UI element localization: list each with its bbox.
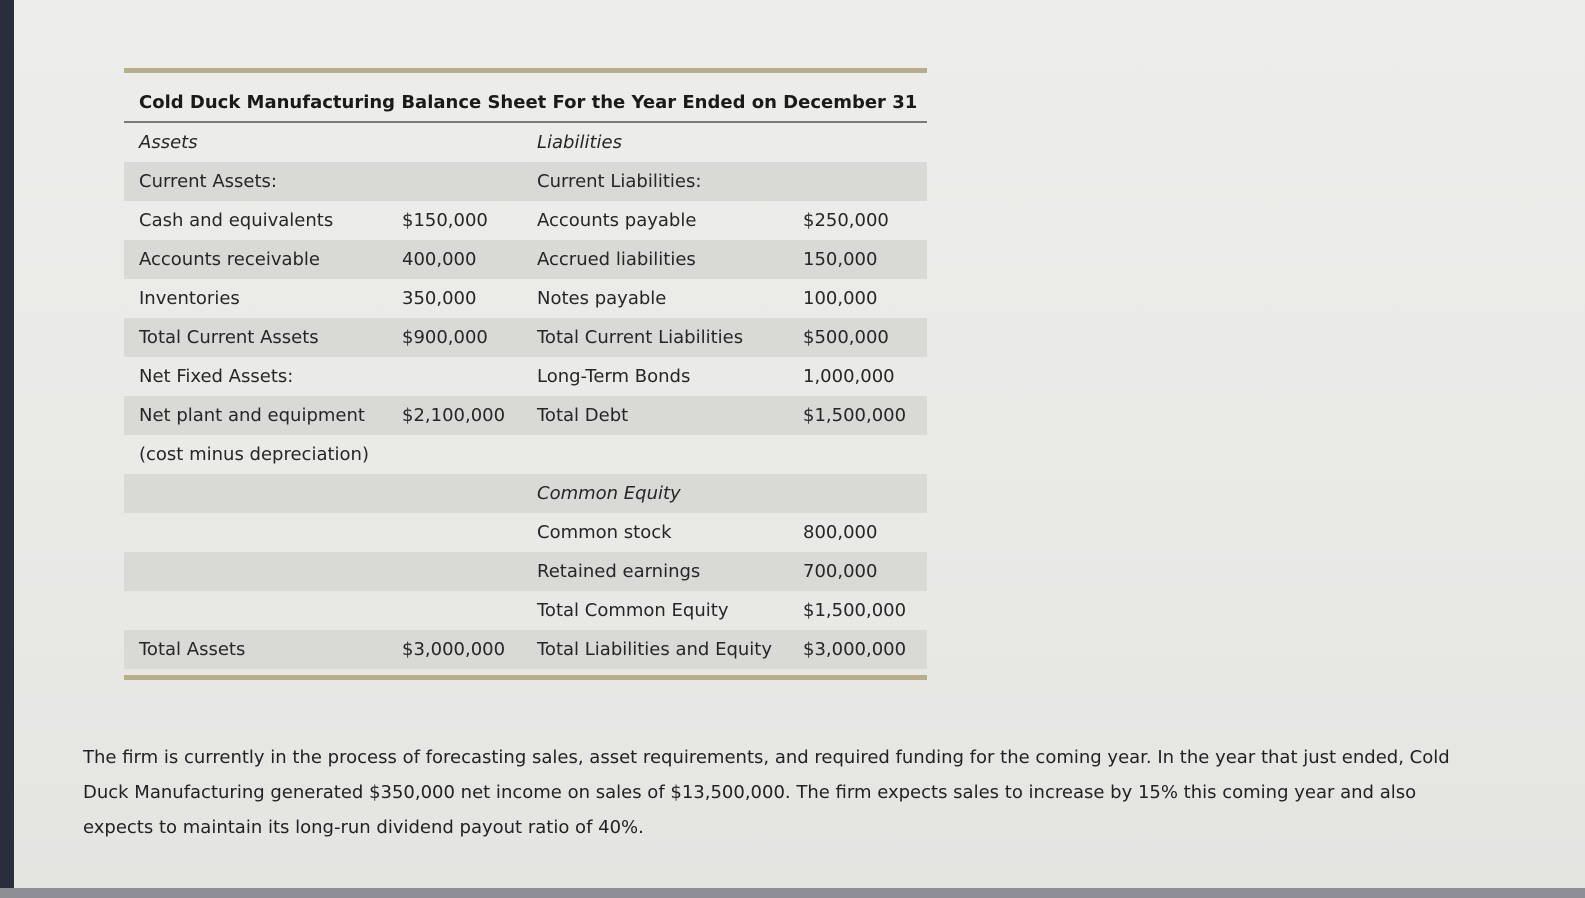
liability-value: 100,000 <box>803 288 878 309</box>
table-row <box>124 279 927 318</box>
table-row <box>124 474 927 513</box>
liability-label: Total Liabilities and Equity <box>537 639 772 660</box>
asset-value: $150,000 <box>402 210 488 231</box>
assets-header: Assets <box>139 132 198 153</box>
screen-left-edge <box>0 0 14 898</box>
asset-label: (cost minus depreciation) <box>139 444 369 465</box>
header-row <box>124 123 927 162</box>
liabilities-header: Liabilities <box>537 132 622 153</box>
table-row <box>124 162 927 201</box>
liability-label: Total Debt <box>537 405 629 426</box>
table-row <box>124 552 927 591</box>
table-title: Cold Duck Manufacturing Balance Sheet For the Year Ended on December 31 <box>124 73 927 123</box>
liability-label: Total Common Equity <box>537 600 729 621</box>
asset-value: $2,100,000 <box>402 405 506 426</box>
table-row <box>124 435 927 474</box>
table-row <box>124 357 927 396</box>
bottom-rule <box>124 675 927 680</box>
asset-value: 400,000 <box>402 249 477 270</box>
liability-value: 1,000,000 <box>803 366 895 387</box>
balance-sheet-table <box>124 68 927 680</box>
liability-value: $1,500,000 <box>803 600 907 621</box>
liability-label: Long-Term Bonds <box>537 366 691 387</box>
table-body <box>124 162 927 669</box>
table-row <box>124 591 927 630</box>
table-row <box>124 240 927 279</box>
asset-label: Net Fixed Assets: <box>139 366 294 387</box>
liability-value: $250,000 <box>803 210 889 231</box>
asset-label: Cash and equivalents <box>139 210 334 231</box>
liability-label: Notes payable <box>537 288 667 309</box>
liability-label: Retained earnings <box>537 561 701 582</box>
asset-value: $3,000,000 <box>402 639 506 660</box>
liability-label: Accounts payable <box>537 210 697 231</box>
asset-label: Total Assets <box>139 639 246 660</box>
asset-label: Inventories <box>139 288 240 309</box>
table-row <box>124 513 927 552</box>
asset-value: $900,000 <box>402 327 488 348</box>
liability-label: Total Current Liabilities <box>537 327 744 348</box>
liability-value: $1,500,000 <box>803 405 907 426</box>
table-row <box>124 630 927 669</box>
asset-value: 350,000 <box>402 288 477 309</box>
liability-value: 700,000 <box>803 561 878 582</box>
asset-label: Net plant and equipment <box>139 405 365 426</box>
asset-label: Total Current Assets <box>139 327 319 348</box>
asset-label: Current Assets: <box>139 171 277 192</box>
liability-value: 800,000 <box>803 522 878 543</box>
liability-value: $500,000 <box>803 327 889 348</box>
table-row <box>124 396 927 435</box>
liability-value: 150,000 <box>803 249 878 270</box>
liability-label: Current Liabilities: <box>537 171 702 192</box>
textbook-page <box>14 0 1585 888</box>
liability-value: $3,000,000 <box>803 639 907 660</box>
table-row <box>124 201 927 240</box>
asset-label: Accounts receivable <box>139 249 321 270</box>
liability-label: Accrued liabilities <box>537 249 696 270</box>
problem-paragraph: The firm is currently in the process of forecasting sales, asset requirements, and required funding for the coming year. In the year that just ended, Cold Duck Manufacturing generated $350,000 net income on sales of $13,500,000. The firm expects sales to increase by 15% this coming year and also expects to maintain its long-run dividend payout ratio of 40%. <box>83 747 1450 838</box>
table-row <box>124 318 927 357</box>
liability-label: Common stock <box>537 522 672 543</box>
screen-bottom-edge <box>0 888 1585 898</box>
liability-label: Common Equity <box>537 483 681 504</box>
